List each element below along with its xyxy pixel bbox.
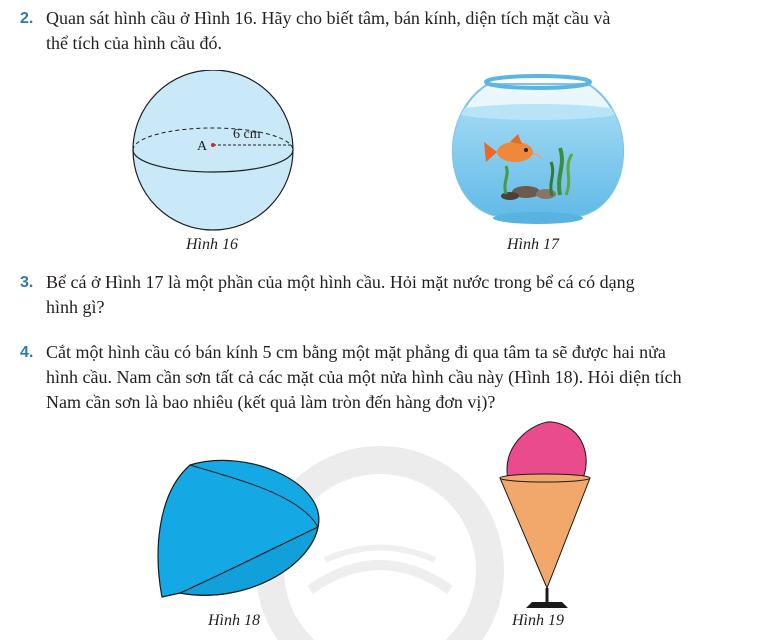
question-4	[20, 340, 740, 415]
figure-16-caption: Hình 16	[186, 236, 238, 253]
question-number: 3.	[20, 274, 34, 291]
question-number: 4.	[20, 344, 34, 361]
question-number: 2.	[20, 10, 34, 27]
center-label: A	[197, 139, 208, 154]
question-text-line: Cắt một hình cầu có bán kính 5 cm bằng một mặt phẳng đi qua tâm ta sẽ được hai nửa	[46, 342, 666, 362]
figure-17-fishbowl	[448, 70, 628, 230]
question-2	[20, 6, 740, 56]
figure-19-ice-cream	[490, 420, 600, 615]
question-text-line: Bể cá ở Hình 17 là một phần của một hình cầu. Hỏi mặt nước trong bể cá có dạng	[46, 272, 635, 292]
question-text-line: Quan sát hình cầu ở Hình 16. Hãy cho biết tâm, bán kính, diện tích mặt cầu và	[46, 8, 611, 28]
question-text-line: thể tích của hình cầu đó.	[46, 33, 222, 53]
question-text-line: hình gì?	[46, 297, 105, 317]
question-text-line: hình cầu. Nam cần sơn tất cả các mặt của một nửa hình cầu này (Hình 18). Hỏi diện tích	[46, 367, 682, 387]
figure-18-half-sphere	[150, 455, 330, 615]
figure-17-caption: Hình 17	[507, 236, 559, 253]
figure-19-caption: Hình 19	[512, 612, 564, 629]
figure-16-sphere	[125, 70, 305, 235]
question-3	[20, 270, 740, 320]
question-text-line: Nam cần sơn là bao nhiêu (kết quả làm tròn đến hàng đơn vị)?	[46, 392, 496, 412]
radius-label: 6 cm	[233, 127, 261, 142]
figure-18-caption: Hình 18	[208, 612, 260, 629]
